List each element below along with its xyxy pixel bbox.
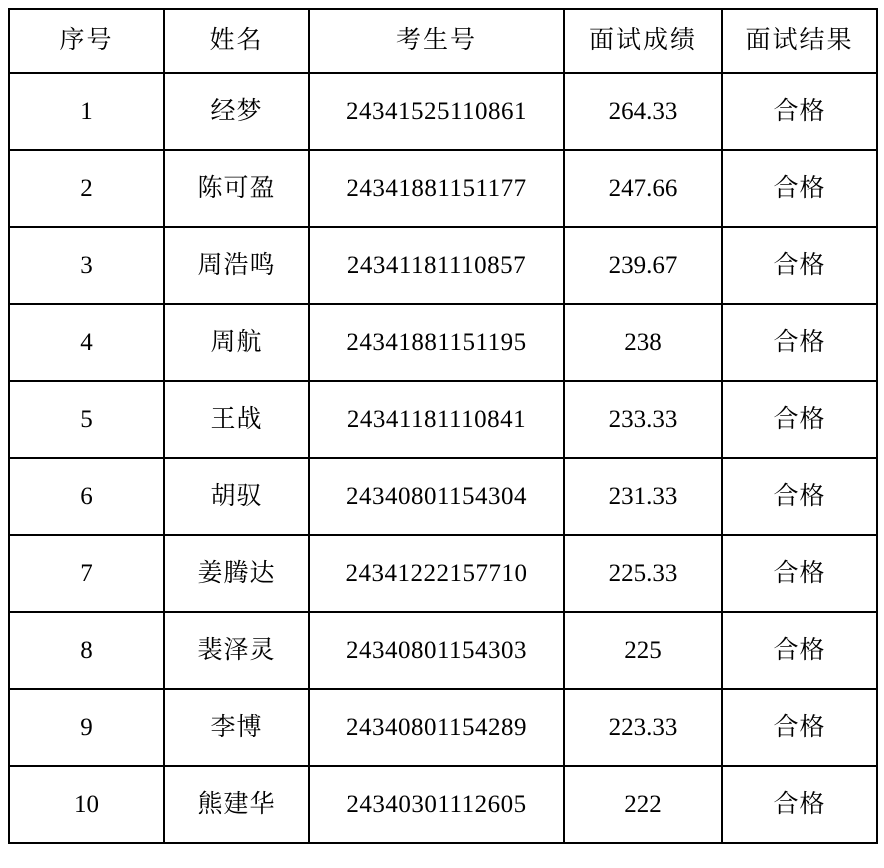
cell-exam-no: 24340801154289 [309,689,564,766]
table-row [9,458,877,535]
cell-result: 合格 [722,150,877,227]
table-row [9,766,877,843]
cell-result: 合格 [722,304,877,381]
cell-index: 5 [9,381,164,458]
cell-score: 239.67 [564,227,722,304]
cell-score: 238 [564,304,722,381]
cell-name: 经梦 [164,73,309,150]
cell-exam-no: 24340801154304 [309,458,564,535]
cell-index: 6 [9,458,164,535]
table-row [9,612,877,689]
cell-exam-no: 24340801154303 [309,612,564,689]
cell-exam-no: 24341525110861 [309,73,564,150]
cell-name: 陈可盈 [164,150,309,227]
cell-index: 7 [9,535,164,612]
table-row [9,535,877,612]
cell-name: 周航 [164,304,309,381]
cell-score: 231.33 [564,458,722,535]
cell-index: 4 [9,304,164,381]
cell-exam-no: 24341222157710 [309,535,564,612]
cell-score: 222 [564,766,722,843]
column-header-score: 面试成绩 [564,9,722,73]
cell-result: 合格 [722,73,877,150]
table-body [9,73,877,843]
cell-name: 姜腾达 [164,535,309,612]
cell-score: 225 [564,612,722,689]
table-row [9,227,877,304]
column-header-name: 姓名 [164,9,309,73]
cell-name: 李博 [164,689,309,766]
table-row [9,304,877,381]
table-row [9,73,877,150]
cell-result: 合格 [722,612,877,689]
cell-name: 胡驭 [164,458,309,535]
cell-result: 合格 [722,535,877,612]
cell-index: 10 [9,766,164,843]
cell-score: 233.33 [564,381,722,458]
cell-name: 熊建华 [164,766,309,843]
cell-name: 王战 [164,381,309,458]
cell-index: 1 [9,73,164,150]
cell-name: 裴泽灵 [164,612,309,689]
cell-exam-no: 24341881151177 [309,150,564,227]
cell-exam-no: 24341181110841 [309,381,564,458]
cell-name: 周浩鸣 [164,227,309,304]
cell-index: 2 [9,150,164,227]
cell-score: 264.33 [564,73,722,150]
cell-result: 合格 [722,458,877,535]
cell-index: 9 [9,689,164,766]
cell-result: 合格 [722,689,877,766]
cell-exam-no: 24340301112605 [309,766,564,843]
table-row [9,381,877,458]
cell-result: 合格 [722,227,877,304]
cell-index: 8 [9,612,164,689]
cell-score: 225.33 [564,535,722,612]
cell-result: 合格 [722,381,877,458]
cell-exam-no: 24341181110857 [309,227,564,304]
interview-result-table [8,8,878,844]
column-header-exam-no: 考生号 [309,9,564,73]
cell-index: 3 [9,227,164,304]
cell-score: 247.66 [564,150,722,227]
table-row [9,150,877,227]
cell-exam-no: 24341881151195 [309,304,564,381]
cell-score: 223.33 [564,689,722,766]
table-header [9,9,877,73]
table-header-row [9,9,877,73]
cell-result: 合格 [722,766,877,843]
column-header-index: 序号 [9,9,164,73]
table-row [9,689,877,766]
column-header-result: 面试结果 [722,9,877,73]
